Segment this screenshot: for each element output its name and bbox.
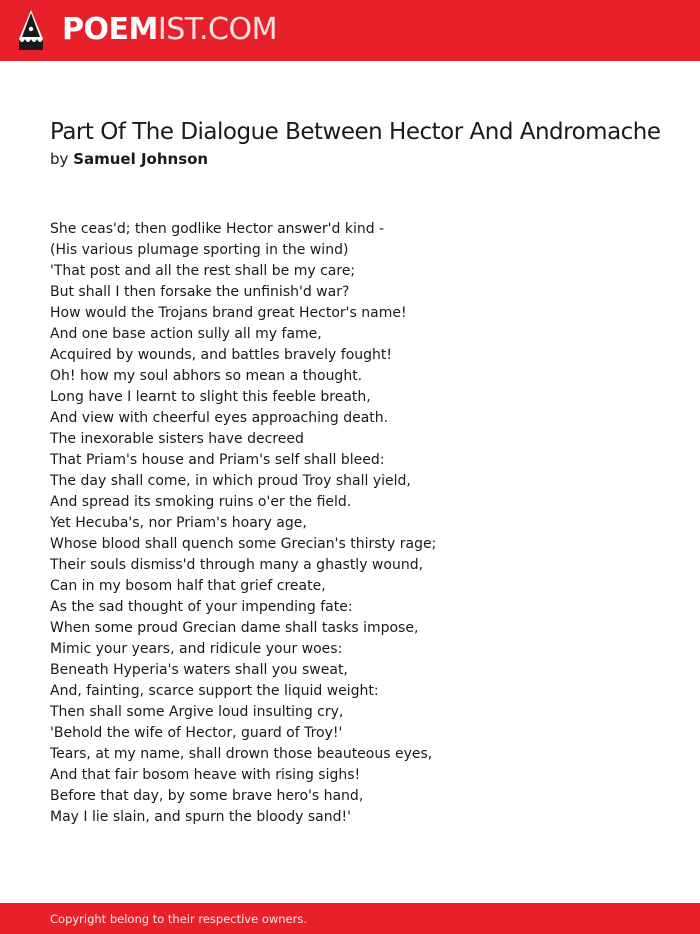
poem-line: She ceas'd; then godlike Hector answer'd kind - [50,221,385,237]
poem-line: Mimic your years, and ridicule your woes: [50,641,343,657]
byline [50,149,208,169]
poem-line: Before that day, by some brave hero's hand, [50,788,364,804]
poem-line: Long have I learnt to slight this feeble breath, [50,389,371,405]
poem-line: May I lie slain, and spurn the bloody sand!' [50,809,351,825]
poem-line: Acquired by wounds, and battles bravely fought! [50,347,392,363]
poem-line: Yet Hecuba's, nor Priam's hoary age, [50,515,307,531]
poem-line: Their souls dismiss'd through many a ghastly wound, [50,557,424,573]
poem-line: The day shall come, in which proud Troy shall yield, [50,473,411,489]
copyright-notice: Copyright belong to their respective owners. [50,912,308,926]
poem-line: Whose blood shall quench some Grecian's thirsty rage; [50,536,437,552]
poem-body [50,219,670,828]
logo-text-light: IST.COM [157,12,277,47]
poem-title: Part Of The Dialogue Between Hector And Andromache [50,119,661,145]
poem-line: And one base action sully all my fame, [50,326,322,342]
poem-line: But shall I then forsake the unfinish'd war? [50,284,350,300]
poem-line: 'That post and all the rest shall be my care; [50,263,356,279]
logo-text-bold: POEM [62,12,158,47]
poem-line: How would the Trojans brand great Hector's name! [50,305,407,321]
poem-line: Can in my bosom half that grief create, [50,578,326,594]
poem-line: And that fair bosom heave with rising sighs! [50,767,361,783]
poem-line: 'Behold the wife of Hector, guard of Troy!' [50,725,343,741]
poem-line: And spread its smoking ruins o'er the field. [50,494,352,510]
site-logo[interactable] [62,12,277,48]
poem-line: Tears, at my name, shall drown those beauteous eyes, [50,746,433,762]
poem-line: That Priam's house and Priam's self shall bleed: [50,452,385,468]
poem-line: (His various plumage sporting in the wind) [50,242,349,258]
poem-line: The inexorable sisters have decreed [50,431,304,447]
poem-line: And view with cheerful eyes approaching death. [50,410,389,426]
pen-nib-icon[interactable] [17,9,45,51]
poem-line: As the sad thought of your impending fate: [50,599,353,615]
poem-line: Oh! how my soul abhors so mean a thought. [50,368,363,384]
poem-line: And, fainting, scarce support the liquid weight: [50,683,379,699]
poem-line: When some proud Grecian dame shall tasks impose, [50,620,419,636]
byline-prefix: by [50,150,69,168]
site-footer [0,903,700,934]
poem-line: Beneath Hyperia's waters shall you sweat, [50,662,348,678]
poem-line: Then shall some Argive loud insulting cry, [50,704,344,720]
site-header [0,0,700,61]
author-name: Samuel Johnson [73,150,209,168]
